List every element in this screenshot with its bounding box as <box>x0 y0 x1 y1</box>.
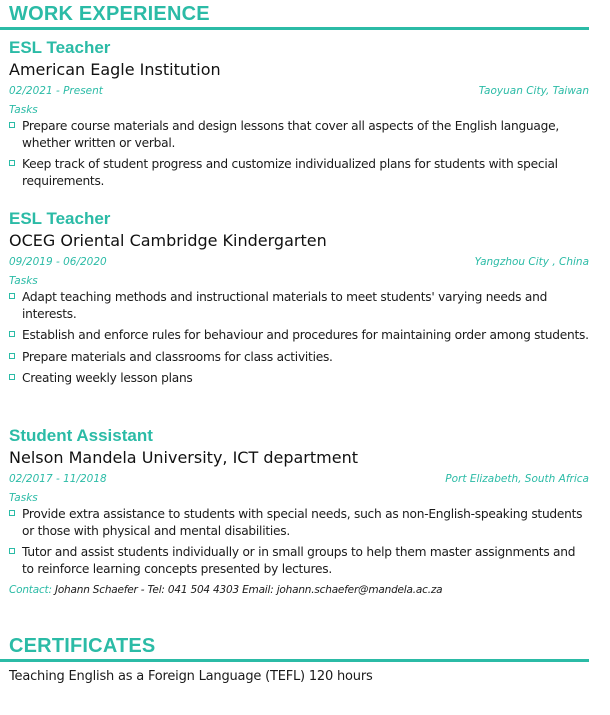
tasks-label: Tasks <box>9 492 38 504</box>
contact-label: Contact: <box>9 584 52 596</box>
job-dates: 02/2017 - 11/2018 <box>9 473 107 485</box>
contact-details: Johann Schaefer - Tel: 041 504 4303 Email: johann.schaefer@mandela.ac.za <box>54 584 443 596</box>
square-bullet-icon <box>9 122 15 128</box>
job-meta <box>9 84 589 98</box>
tasks-label: Tasks <box>9 104 38 116</box>
task-text: Tutor and assist students individually or in small groups to help them master assignments and to reinforce learning concepts presented by lectures. <box>22 545 576 576</box>
job-location: Taoyuan City, Taiwan <box>478 85 589 97</box>
task-item <box>9 327 589 344</box>
job-title: ESL Teacher <box>9 209 111 228</box>
employer-name: OCEG Oriental Cambridge Kindergarten <box>9 231 327 250</box>
job-entry <box>9 426 589 597</box>
task-item <box>9 289 589 322</box>
square-bullet-icon <box>9 160 15 166</box>
job-title: Student Assistant <box>9 426 153 445</box>
task-item <box>9 544 589 577</box>
square-bullet-icon <box>9 293 15 299</box>
job-entry <box>9 209 589 392</box>
certificates-heading: CERTIFICATES <box>9 635 156 657</box>
task-list <box>9 506 589 577</box>
task-list <box>9 289 589 387</box>
task-item <box>9 506 589 539</box>
task-text: Establish and enforce rules for behaviour and procedures for maintaining order among students. <box>22 328 589 342</box>
task-list <box>9 118 589 189</box>
task-item <box>9 370 589 387</box>
task-text: Keep track of student progress and customize individualized plans for students with special requirements. <box>22 157 558 188</box>
work-experience-rule <box>0 27 589 30</box>
task-text: Prepare materials and classrooms for class activities. <box>22 349 333 364</box>
task-text: Adapt teaching methods and instructional materials to meet students' varying needs and interests. <box>22 290 548 321</box>
job-entry <box>9 38 589 194</box>
task-text: Prepare course materials and design lessons that cover all aspects of the English language, whether written or verbal. <box>22 119 559 150</box>
square-bullet-icon <box>9 548 15 554</box>
square-bullet-icon <box>9 374 15 380</box>
job-location: Port Elizabeth, South Africa <box>445 473 589 485</box>
job-meta <box>9 255 589 269</box>
job-meta <box>9 472 589 486</box>
certificates-rule <box>0 659 589 662</box>
task-item <box>9 156 589 189</box>
job-location: Yangzhou City , China <box>474 256 589 268</box>
job-title: ESL Teacher <box>9 38 111 57</box>
job-dates: 09/2019 - 06/2020 <box>9 256 107 268</box>
tasks-label: Tasks <box>9 275 38 287</box>
task-text: Creating weekly lesson plans <box>22 371 193 385</box>
work-experience-heading: WORK EXPERIENCE <box>9 3 210 25</box>
task-item <box>9 118 589 151</box>
square-bullet-icon <box>9 331 15 337</box>
task-item <box>9 349 589 366</box>
task-text: Provide extra assistance to students with special needs, such as non-English-speaking students or those with physical and mental disabilities. <box>22 507 583 538</box>
reference-contact <box>9 583 589 597</box>
square-bullet-icon <box>9 353 15 359</box>
certificate-item: Teaching English as a Foreign Language (TEFL) 120 hours <box>9 669 373 684</box>
employer-name: American Eagle Institution <box>9 60 221 79</box>
employer-name: Nelson Mandela University, ICT department <box>9 448 358 467</box>
square-bullet-icon <box>9 510 15 516</box>
job-dates: 02/2021 - Present <box>9 85 103 97</box>
